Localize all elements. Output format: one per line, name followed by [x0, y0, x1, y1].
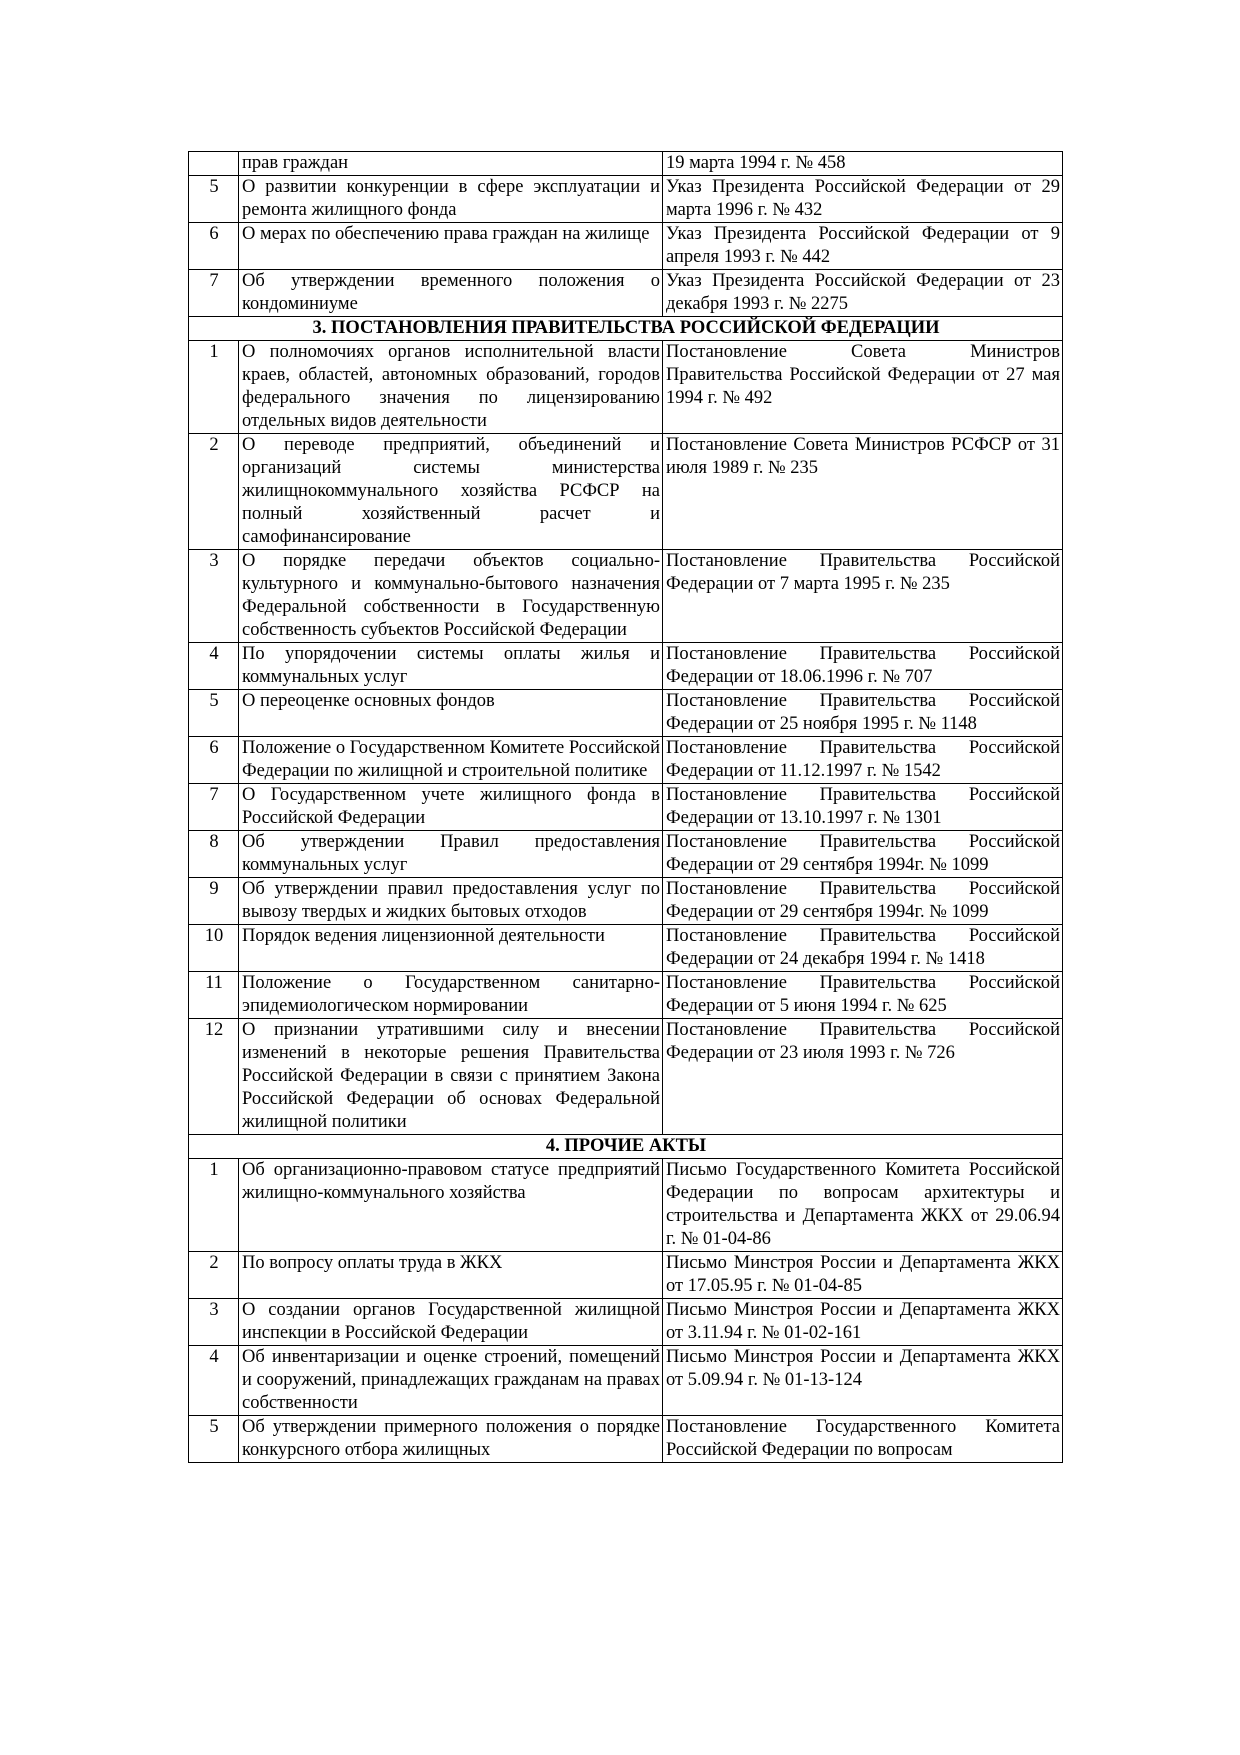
- section-heading: 3. ПОСТАНОВЛЕНИЯ ПРАВИТЕЛЬСТВА РОССИЙСКОЙ ФЕДЕРАЦИИ: [189, 317, 1063, 341]
- legal-acts-table-body: [189, 152, 1063, 1463]
- row-number: 2: [189, 1252, 239, 1299]
- row-number: 11: [189, 972, 239, 1019]
- table-row: [189, 925, 1063, 972]
- act-title: О порядке передачи объектов социально-культурного и коммунально-бытового назначения Федеральной собственности в Государственную собственность субъектов Российской Федерации: [239, 550, 663, 643]
- act-reference: Постановление Правительства Российской Федерации от 13.10.1997 г. № 1301: [663, 784, 1063, 831]
- row-number: 3: [189, 1299, 239, 1346]
- row-number: 12: [189, 1019, 239, 1135]
- act-title: Об утверждении временного положения о кондоминиуме: [239, 270, 663, 317]
- act-title: Об утверждении Правил предоставления коммунальных услуг: [239, 831, 663, 878]
- act-reference: Постановление Правительства Российской Федерации от 5 июня 1994 г. № 625: [663, 972, 1063, 1019]
- act-title: О Государственном учете жилищного фонда в Российской Федерации: [239, 784, 663, 831]
- table-row: [189, 1159, 1063, 1252]
- act-reference: Письмо Минстроя России и Департамента ЖКХ от 3.11.94 г. № 01-02-161: [663, 1299, 1063, 1346]
- act-reference: Постановление Совета Министров РСФСР от 31 июля 1989 г. № 235: [663, 434, 1063, 550]
- act-title: прав граждан: [239, 152, 663, 176]
- row-number: 5: [189, 1416, 239, 1463]
- legal-acts-table: [188, 151, 1063, 1463]
- row-number: 5: [189, 176, 239, 223]
- table-row: [189, 1019, 1063, 1135]
- table-row: [189, 434, 1063, 550]
- table-row: [189, 550, 1063, 643]
- act-title: О признании утратившими силу и внесении изменений в некоторые решения Правительства Российской Федерации в связи с принятием Закона Российской Федерации об основах Федеральной жилищной политики: [239, 1019, 663, 1135]
- table-row: [189, 270, 1063, 317]
- table-row: [189, 831, 1063, 878]
- act-title: О переоценке основных фондов: [239, 690, 663, 737]
- act-title: Об утверждении правил предоставления услуг по вывозу твердых и жидких бытовых отходов: [239, 878, 663, 925]
- table-row: [189, 1416, 1063, 1463]
- act-reference: Постановление Правительства Российской Федерации от 24 декабря 1994 г. № 1418: [663, 925, 1063, 972]
- table-row: [189, 737, 1063, 784]
- section-heading-row: [189, 317, 1063, 341]
- act-reference: Указ Президента Российской Федерации от 29 марта 1996 г. № 432: [663, 176, 1063, 223]
- table-row: [189, 1299, 1063, 1346]
- table-row: [189, 784, 1063, 831]
- act-reference: Постановление Правительства Российской Федерации от 7 марта 1995 г. № 235: [663, 550, 1063, 643]
- act-title: О мерах по обеспечению права граждан на жилище: [239, 223, 663, 270]
- table-row: [189, 1252, 1063, 1299]
- table-row: [189, 223, 1063, 270]
- section-heading: 4. ПРОЧИЕ АКТЫ: [189, 1135, 1063, 1159]
- section-heading-row: [189, 1135, 1063, 1159]
- row-number: 6: [189, 223, 239, 270]
- table-row: [189, 690, 1063, 737]
- act-title: Порядок ведения лицензионной деятельности: [239, 925, 663, 972]
- act-reference: 19 марта 1994 г. № 458: [663, 152, 1063, 176]
- row-number: 7: [189, 270, 239, 317]
- table-row: [189, 152, 1063, 176]
- act-reference: Письмо Минстроя России и Департамента ЖКХ от 17.05.95 г. № 01-04-85: [663, 1252, 1063, 1299]
- row-number: 5: [189, 690, 239, 737]
- act-reference: Письмо Государственного Комитета Российской Федерации по вопросам архитектуры и строительства и Департамента ЖКХ от 29.06.94 г. № 01-04-86: [663, 1159, 1063, 1252]
- act-title: Об утверждении примерного положения о порядке конкурсного отбора жилищных: [239, 1416, 663, 1463]
- act-reference: Указ Президента Российской Федерации от 9 апреля 1993 г. № 442: [663, 223, 1063, 270]
- act-title: По упорядочении системы оплаты жилья и коммунальных услуг: [239, 643, 663, 690]
- act-reference: Письмо Минстроя России и Департамента ЖКХ от 5.09.94 г. № 01-13-124: [663, 1346, 1063, 1416]
- row-number: 7: [189, 784, 239, 831]
- act-reference: Постановление Правительства Российской Федерации от 29 сентября 1994г. № 1099: [663, 878, 1063, 925]
- act-reference: Указ Президента Российской Федерации от 23 декабря 1993 г. № 2275: [663, 270, 1063, 317]
- row-number: 1: [189, 341, 239, 434]
- act-title: Об инвентаризации и оценке строений, помещений и сооружений, принадлежащих гражданам на правах собственности: [239, 1346, 663, 1416]
- row-number: 10: [189, 925, 239, 972]
- row-number: 4: [189, 643, 239, 690]
- row-number: 6: [189, 737, 239, 784]
- act-title: Положение о Государственном санитарно-эпидемиологическом нормировании: [239, 972, 663, 1019]
- table-row: [189, 643, 1063, 690]
- table-row: [189, 878, 1063, 925]
- act-title: О создании органов Государственной жилищной инспекции в Российской Федерации: [239, 1299, 663, 1346]
- table-row: [189, 176, 1063, 223]
- act-reference: Постановление Правительства Российской Федерации от 25 ноября 1995 г. № 1148: [663, 690, 1063, 737]
- table-row: [189, 1346, 1063, 1416]
- row-number: 1: [189, 1159, 239, 1252]
- act-title: Положение о Государственном Комитете Российской Федерации по жилищной и строительной политике: [239, 737, 663, 784]
- act-title: О переводе предприятий, объединений и организаций системы министерства жилищнокоммунального хозяйства РСФСР на полный хозяйственный расчет и самофинансирование: [239, 434, 663, 550]
- table-row: [189, 341, 1063, 434]
- table-row: [189, 972, 1063, 1019]
- act-reference: Постановление Правительства Российской Федерации от 29 сентября 1994г. № 1099: [663, 831, 1063, 878]
- act-reference: Постановление Совета Министров Правительства Российской Федерации от 27 мая 1994 г. № 492: [663, 341, 1063, 434]
- row-number: 8: [189, 831, 239, 878]
- act-reference: Постановление Правительства Российской Федерации от 18.06.1996 г. № 707: [663, 643, 1063, 690]
- act-title: О полномочиях органов исполнительной власти краев, областей, автономных образований, городов федерального значения по лицензированию отдельных видов деятельности: [239, 341, 663, 434]
- row-number: 4: [189, 1346, 239, 1416]
- row-number: 3: [189, 550, 239, 643]
- act-reference: Постановление Правительства Российской Федерации от 23 июля 1993 г. № 726: [663, 1019, 1063, 1135]
- act-title: Об организационно-правовом статусе предприятий жилищно-коммунального хозяйства: [239, 1159, 663, 1252]
- row-number: 9: [189, 878, 239, 925]
- act-reference: Постановление Правительства Российской Федерации от 11.12.1997 г. № 1542: [663, 737, 1063, 784]
- act-title: По вопросу оплаты труда в ЖКХ: [239, 1252, 663, 1299]
- act-title: О развитии конкуренции в сфере эксплуатации и ремонта жилищного фонда: [239, 176, 663, 223]
- row-number: 2: [189, 434, 239, 550]
- act-reference: Постановление Государственного Комитета Российской Федерации по вопросам: [663, 1416, 1063, 1463]
- row-number: [189, 152, 239, 176]
